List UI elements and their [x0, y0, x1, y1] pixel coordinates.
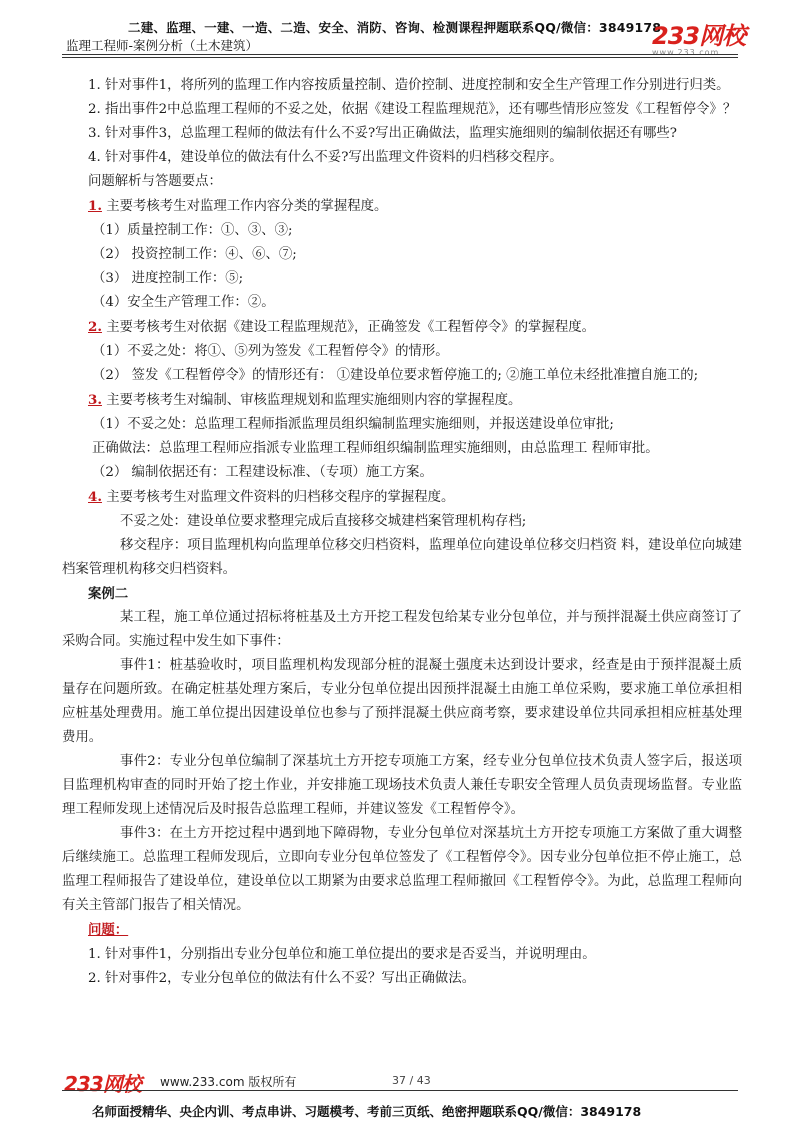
page-number: 37 / 43 [392, 1074, 431, 1087]
answer-1-line-4: （4）安全生产管理工作：②。 [92, 295, 275, 310]
case-title: 案例二 [88, 586, 129, 602]
footer-logo: 233网校 [64, 1072, 141, 1096]
header-divider-thin [62, 57, 738, 58]
answer-1-line-2: （2） 投资控制工作：④、⑥、⑦; [92, 247, 297, 262]
answer-1-number: 1. [88, 198, 102, 214]
case-event-3: 事件3：在土方开挖过程中遇到地下障碍物，专业分包单位对深基坑土方开挖专项施工方案做了重大调整后继续施工。总监理工程师发现后，立即向专业分包单位签发了《工程暂停令》。因专业分包单位拒不停止施工，总监理工程师报告了建设单位，建设单位以工期紧为由要求总监理工程师撤回《工程暂停令》。为此，总监理工程师向有关主管部门报告了相关情况。 [62, 826, 742, 913]
answer-1-heading [62, 194, 742, 219]
questions-heading [62, 918, 742, 943]
questions-title: 问题： [88, 922, 129, 938]
case-question-1: 1. 针对事件1，分别指出专业分包单位和施工单位提出的要求是否妥当，并说明理由。 [88, 947, 596, 962]
answer-1-line-1: （1）质量控制工作：①、③、③; [92, 223, 293, 238]
case-event-2: 事件2：专业分包单位编制了深基坑土方开挖专项施工方案，经专业分包单位技术负责人签字后，报送项目监理机构审查的同时开始了挖土作业，并安排施工现场技术负责人兼任专职安全管理人员负责现场监督。专业监理工程师发现上述情况后及时报告总监理工程师，并建议签发《工程暂停令》。 [62, 754, 742, 817]
answer-1-heading-text: 主要考核考生对监理工作内容分类的掌握程度。 [101, 199, 388, 214]
logo-text: 233网校 [652, 22, 746, 50]
answer-2-heading [62, 315, 742, 340]
answer-4-heading [62, 485, 742, 510]
answer-3-number: 3. [88, 392, 102, 408]
document-subtitle: 监理工程师-案例分析（土木建筑） [66, 38, 259, 53]
brand-logo [652, 24, 745, 57]
document-body [62, 74, 742, 991]
question-1: 1. 针对事件1，将所列的监理工作内容按质量控制、造价控制、进度控制和安全生产管理工作分别进行归类。 [88, 78, 730, 93]
header-promo-line: 二建、监理、一建、一造、二造、安全、消防、咨询、检测课程押题联系QQ/微信：3849178 [128, 20, 662, 35]
case-question-2: 2. 针对事件2，专业分包单位的做法有什么不妥？写出正确做法。 [88, 971, 476, 986]
logo-url: www.233.com [652, 48, 720, 57]
question-2: 2. 指出事件2中总监理工程师的不妥之处，依据《建设工程监理规范》，还有哪些情形应签发《工程暂停令》？ [88, 102, 737, 117]
case-event-1: 事件1：桩基验收时，项目监理机构发现部分桩的混凝土强度未达到设计要求，经查是由于预拌混凝土质量存在问题所致。在确定桩基处理方案后，专业分包单位提出因预拌混凝土由施工单位采购，要求施工单位承担相应桩基处理费用。施工单位提出因建设单位也参与了预拌混凝土供应商考察，要求建设单位共同承担相应桩基处理费用。 [62, 658, 742, 745]
footer-copyright: www.233.com 版权所有 [160, 1075, 297, 1089]
answer-4-number: 4. [88, 489, 102, 505]
answer-3-line-3: （2） 编制依据还有：工程建设标准、（专项）施工方案。 [92, 465, 433, 480]
answer-3-line-2: 正确做法：总监理工程师应指派专业监理工程师组织编制监理实施细则，由总监理工 程师审批。 [92, 441, 659, 456]
answer-2-line-1: （1）不妥之处：将①、⑤列为签发《工程暂停令》的情形。 [92, 344, 449, 359]
case-intro: 某工程，施工单位通过招标将桩基及土方开挖工程发包给某专业分包单位，并与预拌混凝土供应商签订了采购合同。实施过程中发生如下事件： [62, 610, 742, 649]
answer-4-line-2: 移交程序：项目监理机构向监理单位移交归档资料，监理单位向建设单位移交归档资 料，建设单位向城建档案管理机构移交归档资料。 [62, 538, 742, 577]
header-divider [62, 54, 738, 55]
answer-1-line-3: （3） 进度控制工作：⑤; [92, 271, 244, 286]
footer-divider [62, 1090, 738, 1091]
answer-3-line-1: （1）不妥之处：总监理工程师指派监理员组织编制监理实施细则，并报送建设单位审批; [92, 417, 614, 432]
answer-2-heading-text: 主要考核考生对依据《建设工程监理规范》，正确签发《工程暂停令》的掌握程度。 [101, 320, 595, 335]
question-4: 4. 针对事件4，建设单位的做法有什么不妥?写出监理文件资料的归档移交程序。 [88, 150, 563, 165]
analysis-title: 问题解析与答题要点： [88, 174, 222, 189]
answer-3-heading [62, 388, 742, 413]
answer-2-number: 2. [88, 319, 102, 335]
answer-4-line-1: 不妥之处：建设单位要求整理完成后直接移交城建档案管理机构存档; [120, 514, 527, 529]
answer-3-heading-text: 主要考核考生对编制、审核监理规划和监理实施细则内容的掌握程度。 [101, 393, 522, 408]
question-3: 3. 针对事件3，总监理工程师的做法有什么不妥?写出正确做法，监理实施细则的编制依据还有哪些? [88, 126, 677, 141]
footer-promo-line: 名师面授精华、央企内训、考点串讲、习题模考、考前三页纸、绝密押题联系QQ/微信：3849178 [92, 1104, 642, 1119]
answer-4-heading-text: 主要考核考生对监理文件资料的归档移交程序的掌握程度。 [101, 490, 455, 505]
answer-2-line-2: （2） 签发《工程暂停令》的情形还有： ①建设单位要求暂停施工的; ②施工单位未经批准擅自施工的; [92, 368, 699, 383]
